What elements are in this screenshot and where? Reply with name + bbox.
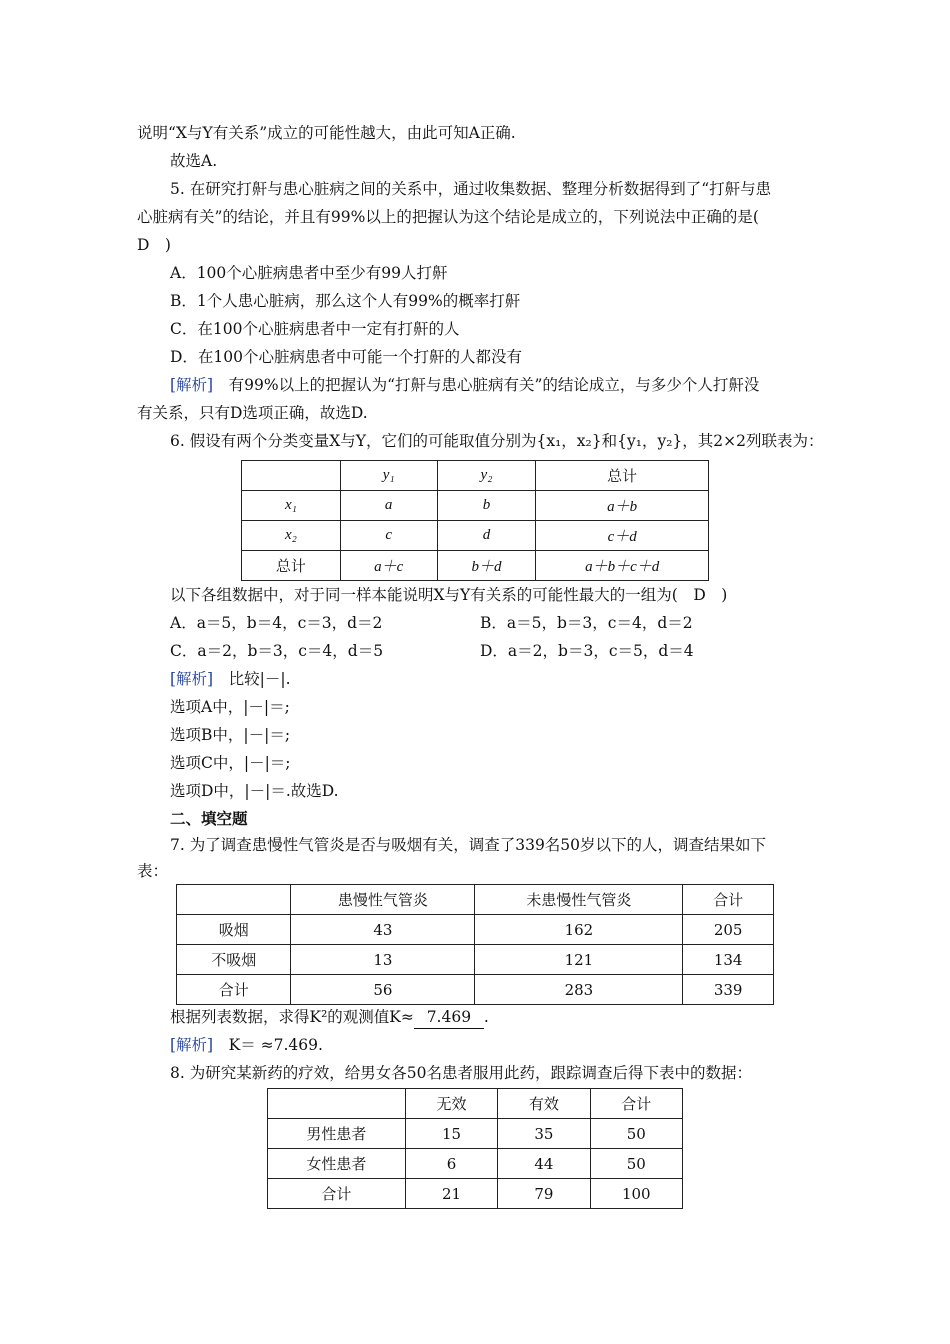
q6-solution-2: 选项B中，|－|＝; (170, 726, 291, 744)
q7-solution (170, 1034, 323, 1056)
table-cell: a (340, 491, 437, 521)
table-row (268, 1179, 683, 1209)
table-cell: 50 (590, 1119, 682, 1149)
table-cell: y₁ (340, 461, 437, 491)
table-row (177, 945, 774, 975)
jiexi-tag: [解析] (170, 376, 214, 394)
q6-option-a: A．a＝5，b＝4，c＝3，d＝2 (170, 614, 383, 632)
jiexi-tag: [解析] (170, 670, 214, 688)
line-2: 故选A. (170, 152, 218, 170)
table-cell: 合计 (683, 885, 774, 915)
q5-stem-2: 心脏病有关”的结论，并且有99%以上的把握认为这个结论是成立的，下列说法中正确的是( (137, 208, 759, 226)
q8-stem: 8. 为研究某新药的疗效，给男女各50名患者服用此药，跟踪调查后得下表中的数据： (170, 1064, 752, 1082)
table-cell: 205 (683, 915, 774, 945)
q7-stem-2: 表： (137, 862, 169, 880)
jiexi-tag: [解析] (170, 1036, 214, 1054)
table-row (177, 975, 774, 1005)
table-cell: x₁ (242, 491, 341, 521)
q5-option-c: C．在100个心脏病患者中一定有打鼾的人 (170, 320, 460, 338)
table-cell: 男性患者 (268, 1119, 406, 1149)
q5-solution-text: 有99%以上的把握认为“打鼾与患心脏病有关”的结论成立，与多少个人打鼾没 (228, 376, 760, 394)
q7-question-text: 根据列表数据，求得K²的观测值K≈ (170, 1008, 414, 1026)
line-1: 说明“X与Y有关系”成立的可能性越大，由此可知A正确. (137, 124, 516, 142)
table-cell: x₂ (242, 521, 341, 551)
table-cell (177, 885, 291, 915)
table-cell: 合计 (177, 975, 291, 1005)
table-cell: 合计 (590, 1089, 682, 1119)
table-cell (268, 1089, 406, 1119)
table-header-row (242, 461, 709, 491)
q7-question-end: . (483, 1008, 489, 1026)
q7-stem-1: 7. 为了调查患慢性气管炎是否与吸烟有关，调查了339名50岁以下的人，调查结果如下 (170, 836, 767, 854)
table-cell: b (437, 491, 536, 521)
table-cell: 女性患者 (268, 1149, 406, 1179)
q7-answer: 7.469 (414, 1006, 484, 1029)
table-cell: 121 (475, 945, 683, 975)
table-cell: 56 (291, 975, 475, 1005)
table-cell: 15 (405, 1119, 497, 1149)
table-cell: b＋d (437, 551, 536, 581)
table-cell: 134 (683, 945, 774, 975)
q5-answer: D ) (137, 236, 171, 254)
table-cell: c (340, 521, 437, 551)
table-7 (176, 884, 774, 1005)
q6-solution-text: 比较|－|. (228, 670, 291, 688)
table-cell: 患慢性气管炎 (291, 885, 475, 915)
table-cell: 总计 (242, 551, 341, 581)
table-cell: 35 (498, 1119, 590, 1149)
q6-option-c: C．a＝2，b＝3，c＝4，d＝5 (170, 642, 384, 660)
table-cell: 50 (590, 1149, 682, 1179)
table-cell: a＋c (340, 551, 437, 581)
table-cell: 79 (498, 1179, 590, 1209)
table-cell: d (437, 521, 536, 551)
q7-solution-text: K＝ ≈7.469. (228, 1036, 323, 1054)
q6-option-b: B．a＝5，b＝3，c＝4，d＝2 (480, 614, 693, 632)
q6-solution-3: 选项C中，|－|＝; (170, 754, 291, 772)
table-cell (242, 461, 341, 491)
table-cell: y₂ (437, 461, 536, 491)
table-cell: 总计 (536, 461, 709, 491)
table-row (242, 521, 709, 551)
table-header-row (268, 1089, 683, 1119)
table-cell: 合计 (268, 1179, 406, 1209)
table-cell: 吸烟 (177, 915, 291, 945)
table-cell: 43 (291, 915, 475, 945)
q5-option-a: A．100个心脏病患者中至少有99人打鼾 (170, 264, 448, 282)
table-cell: 44 (498, 1149, 590, 1179)
table-cell: 未患慢性气管炎 (475, 885, 683, 915)
table-header-row (177, 885, 774, 915)
table-cell: a＋b (536, 491, 709, 521)
table-6 (241, 460, 709, 581)
table-cell: 13 (291, 945, 475, 975)
q5-solution-1 (170, 374, 759, 396)
q6-solution-4: 选项D中，|－|＝.故选D. (170, 782, 339, 800)
table-row (268, 1149, 683, 1179)
table-cell: 21 (405, 1179, 497, 1209)
table-row (242, 551, 709, 581)
table-cell: 无效 (405, 1089, 497, 1119)
table-cell: 6 (405, 1149, 497, 1179)
table-cell: 不吸烟 (177, 945, 291, 975)
q5-option-b: B．1个人患心脏病，那么这个人有99%的概率打鼾 (170, 292, 521, 310)
q5-stem-1: 5. 在研究打鼾与患心脏病之间的关系中，通过收集数据、整理分析数据得到了“打鼾与患 (170, 180, 772, 198)
section-heading: 二、填空题 (170, 809, 248, 828)
q5-option-d: D．在100个心脏病患者中可能一个打鼾的人都没有 (170, 348, 523, 366)
q6-option-d: D．a＝2，b＝3，c＝5，d＝4 (480, 642, 694, 660)
table-row (268, 1119, 683, 1149)
q6-question: 以下各组数据中，对于同一样本能说明X与Y有关系的可能性最大的一组为( D ) (170, 586, 728, 604)
q5-solution-2: 有关系，只有D选项正确，故选D. (137, 404, 368, 422)
table-cell: 162 (475, 915, 683, 945)
q6-solution-1: 选项A中，|－|＝; (170, 698, 290, 716)
q7-question (170, 1006, 489, 1029)
table-cell: c＋d (536, 521, 709, 551)
table-cell: 100 (590, 1179, 682, 1209)
table-8 (267, 1088, 683, 1209)
table-cell: 339 (683, 975, 774, 1005)
table-cell: 有效 (498, 1089, 590, 1119)
table-row (177, 915, 774, 945)
q6-solution-0 (170, 668, 291, 690)
table-cell: a＋b＋c＋d (536, 551, 709, 581)
q6-stem: 6. 假设有两个分类变量X与Y，它们的可能取值分别为{x₁，x₂}和{y₁，y₂}，其2×2列联表为： (170, 432, 824, 450)
table-row (242, 491, 709, 521)
table-cell: 283 (475, 975, 683, 1005)
